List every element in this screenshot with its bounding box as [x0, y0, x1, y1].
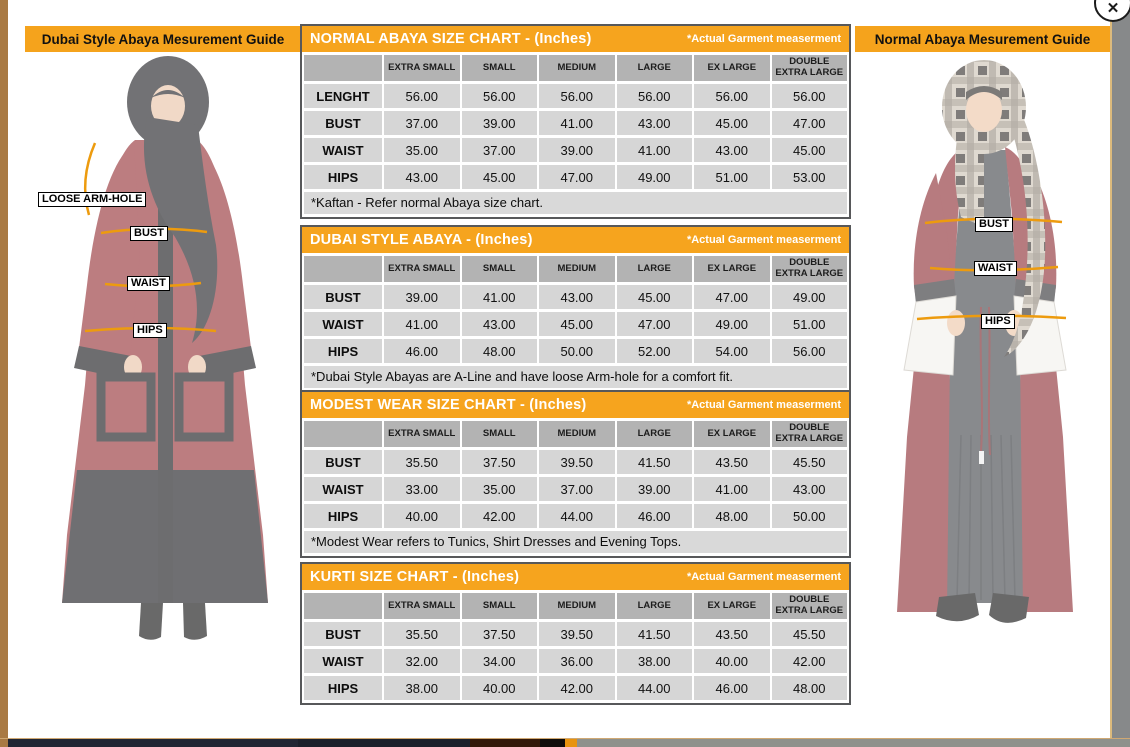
size-value-cell: 47.00	[694, 285, 770, 309]
size-value-cell: 49.00	[694, 312, 770, 336]
actual-garment-note: *Actual Garment measerment	[686, 571, 841, 583]
size-value-cell: 41.50	[617, 450, 693, 474]
size-value-cell: 40.00	[462, 676, 538, 700]
size-value-cell: 41.00	[694, 477, 770, 501]
size-value-cell: 43.00	[772, 477, 848, 501]
right-guide-header-text: Normal Abaya Mesurement Guide	[874, 31, 1091, 47]
size-value-cell: 34.00	[462, 649, 538, 673]
dubai-style-abaya-table	[300, 225, 851, 393]
size-value-cell: 52.00	[617, 339, 693, 363]
measurement-row-label: BUST	[304, 111, 382, 135]
table-row	[304, 84, 847, 108]
actual-garment-note: *Actual Garment measerment	[686, 234, 841, 246]
size-value-cell: 43.00	[539, 285, 615, 309]
size-value-cell: 39.00	[539, 138, 615, 162]
size-value-cell: 45.00	[694, 111, 770, 135]
size-value-cell: 45.50	[772, 450, 848, 474]
size-grid	[302, 253, 849, 366]
size-column-header: DOUBLE EXTRA LARGE	[772, 593, 848, 619]
measurement-row-label: WAIST	[304, 138, 382, 162]
corner-cell	[304, 55, 382, 81]
size-value-cell: 35.00	[462, 477, 538, 501]
right-bust-label: BUST	[975, 217, 1013, 232]
normal-abaya-figure	[857, 55, 1110, 630]
size-value-cell: 50.00	[539, 339, 615, 363]
size-value-cell: 49.00	[772, 285, 848, 309]
size-column-header: MEDIUM	[539, 55, 615, 81]
table-title-bar	[302, 564, 849, 590]
table-footnote: *Dubai Style Abayas are A-Line and have loose Arm-hole for a comfort fit.	[304, 366, 847, 388]
left-waist-label: WAIST	[127, 276, 170, 291]
size-value-cell: 51.00	[772, 312, 848, 336]
size-column-header: LARGE	[617, 256, 693, 282]
size-value-cell: 41.50	[617, 622, 693, 646]
close-icon: ✕	[1106, 0, 1120, 17]
table-row	[304, 450, 847, 474]
actual-garment-note: *Actual Garment measerment	[686, 399, 841, 411]
corner-cell	[304, 593, 382, 619]
size-column-header: EXTRA SMALL	[384, 55, 460, 81]
size-value-cell: 45.50	[772, 622, 848, 646]
left-hips-label: HIPS	[133, 323, 167, 338]
size-column-header: LARGE	[617, 593, 693, 619]
measurement-row-label: BUST	[304, 450, 382, 474]
size-value-cell: 46.00	[617, 504, 693, 528]
right-hips-label: HIPS	[981, 314, 1015, 329]
measurement-row-label: WAIST	[304, 312, 382, 336]
size-value-cell: 45.00	[617, 285, 693, 309]
size-value-cell: 43.00	[694, 138, 770, 162]
page-behind-strip	[0, 738, 1130, 747]
normal-abaya-size-table	[300, 24, 851, 219]
table-footnote: *Modest Wear refers to Tunics, Shirt Dresses and Evening Tops.	[304, 531, 847, 553]
page-left-edge	[0, 0, 8, 738]
size-column-header: EX LARGE	[694, 593, 770, 619]
size-value-cell: 56.00	[772, 339, 848, 363]
size-value-cell: 43.50	[694, 450, 770, 474]
size-column-header: EXTRA SMALL	[384, 256, 460, 282]
size-value-cell: 37.00	[462, 138, 538, 162]
table-title: MODEST WEAR SIZE CHART - (Inches)	[310, 397, 587, 413]
measurement-row-label: HIPS	[304, 339, 382, 363]
size-value-cell: 56.00	[462, 84, 538, 108]
size-column-header: MEDIUM	[539, 421, 615, 447]
left-bust-label: BUST	[130, 226, 168, 241]
size-value-cell: 38.00	[617, 649, 693, 673]
table-row	[304, 622, 847, 646]
size-value-cell: 53.00	[772, 165, 848, 189]
size-value-cell: 40.00	[384, 504, 460, 528]
table-row	[304, 285, 847, 309]
size-value-cell: 48.00	[462, 339, 538, 363]
size-value-cell: 33.00	[384, 477, 460, 501]
page-right-scroll-area	[1110, 0, 1130, 747]
kurti-size-table	[300, 562, 851, 705]
table-row	[304, 312, 847, 336]
table-row	[304, 676, 847, 700]
size-column-header: EXTRA SMALL	[384, 421, 460, 447]
size-value-cell: 43.00	[617, 111, 693, 135]
size-column-header: DOUBLE EXTRA LARGE	[772, 421, 848, 447]
size-value-cell: 39.00	[384, 285, 460, 309]
left-guide-header	[25, 26, 301, 52]
size-value-cell: 35.50	[384, 622, 460, 646]
measurement-row-label: HIPS	[304, 676, 382, 700]
size-value-cell: 45.00	[772, 138, 848, 162]
table-title-bar	[302, 392, 849, 418]
size-column-header: MEDIUM	[539, 256, 615, 282]
size-column-header: DOUBLE EXTRA LARGE	[772, 55, 848, 81]
size-value-cell: 37.00	[539, 477, 615, 501]
size-column-header: LARGE	[617, 421, 693, 447]
size-value-cell: 45.00	[462, 165, 538, 189]
size-column-header: SMALL	[462, 256, 538, 282]
size-value-cell: 51.00	[694, 165, 770, 189]
table-title: DUBAI STYLE ABAYA - (Inches)	[310, 232, 533, 248]
right-figure-illustration	[857, 55, 1110, 630]
right-guide-header	[855, 26, 1110, 52]
size-value-cell: 35.50	[384, 450, 460, 474]
left-guide-header-text: Dubai Style Abaya Mesurement Guide	[41, 31, 285, 47]
size-value-cell: 41.00	[462, 285, 538, 309]
size-value-cell: 54.00	[694, 339, 770, 363]
size-value-cell: 36.00	[539, 649, 615, 673]
size-column-header: SMALL	[462, 593, 538, 619]
size-value-cell: 42.00	[772, 649, 848, 673]
size-column-header: MEDIUM	[539, 593, 615, 619]
size-grid	[302, 418, 849, 531]
size-value-cell: 37.50	[462, 622, 538, 646]
size-value-cell: 41.00	[539, 111, 615, 135]
measurement-row-label: HIPS	[304, 165, 382, 189]
measurement-row-label: WAIST	[304, 649, 382, 673]
size-column-header: EX LARGE	[694, 55, 770, 81]
measurement-row-label: WAIST	[304, 477, 382, 501]
size-value-cell: 47.00	[617, 312, 693, 336]
size-value-cell: 32.00	[384, 649, 460, 673]
size-value-cell: 43.00	[462, 312, 538, 336]
dubai-style-abaya-figure	[35, 55, 295, 645]
right-waist-label: WAIST	[974, 261, 1017, 276]
size-column-header: EX LARGE	[694, 421, 770, 447]
size-column-header: DOUBLE EXTRA LARGE	[772, 256, 848, 282]
size-value-cell: 56.00	[617, 84, 693, 108]
size-column-header: LARGE	[617, 55, 693, 81]
left-armhole-label: LOOSE ARM-HOLE	[38, 192, 146, 207]
size-value-cell: 46.00	[694, 676, 770, 700]
size-value-cell: 37.00	[384, 111, 460, 135]
size-value-cell: 41.00	[617, 138, 693, 162]
size-value-cell: 50.00	[772, 504, 848, 528]
size-value-cell: 47.00	[539, 165, 615, 189]
table-row	[304, 339, 847, 363]
size-value-cell: 44.00	[617, 676, 693, 700]
measurement-row-label: BUST	[304, 622, 382, 646]
table-title-bar	[302, 26, 849, 52]
size-value-cell: 56.00	[539, 84, 615, 108]
table-row	[304, 649, 847, 673]
actual-garment-note: *Actual Garment measerment	[686, 33, 841, 45]
size-value-cell: 39.00	[617, 477, 693, 501]
size-grid	[302, 590, 849, 703]
size-value-cell: 39.50	[539, 622, 615, 646]
size-value-cell: 49.00	[617, 165, 693, 189]
size-value-cell: 35.00	[384, 138, 460, 162]
size-value-cell: 43.50	[694, 622, 770, 646]
size-value-cell: 39.50	[539, 450, 615, 474]
size-value-cell: 48.00	[772, 676, 848, 700]
measurement-row-label: LENGHT	[304, 84, 382, 108]
size-value-cell: 46.00	[384, 339, 460, 363]
table-title-bar	[302, 227, 849, 253]
size-value-cell: 44.00	[539, 504, 615, 528]
table-title: NORMAL ABAYA SIZE CHART - (Inches)	[310, 31, 592, 47]
measurement-row-label: HIPS	[304, 504, 382, 528]
table-title: KURTI SIZE CHART - (Inches)	[310, 569, 520, 585]
table-footnote: *Kaftan - Refer normal Abaya size chart.	[304, 192, 847, 214]
size-value-cell: 39.00	[462, 111, 538, 135]
table-row	[304, 165, 847, 189]
size-value-cell: 37.50	[462, 450, 538, 474]
size-grid	[302, 52, 849, 192]
measurement-row-label: BUST	[304, 285, 382, 309]
corner-cell	[304, 421, 382, 447]
corner-cell	[304, 256, 382, 282]
table-row	[304, 138, 847, 162]
size-value-cell: 43.00	[384, 165, 460, 189]
modest-wear-size-table	[300, 390, 851, 558]
size-column-header: SMALL	[462, 421, 538, 447]
size-value-cell: 41.00	[384, 312, 460, 336]
size-value-cell: 42.00	[462, 504, 538, 528]
size-value-cell: 56.00	[694, 84, 770, 108]
size-value-cell: 42.00	[539, 676, 615, 700]
size-value-cell: 47.00	[772, 111, 848, 135]
table-row	[304, 504, 847, 528]
size-column-header: EXTRA SMALL	[384, 593, 460, 619]
size-value-cell: 56.00	[772, 84, 848, 108]
size-value-cell: 40.00	[694, 649, 770, 673]
left-figure-illustration	[35, 55, 295, 645]
size-value-cell: 56.00	[384, 84, 460, 108]
table-row	[304, 111, 847, 135]
size-value-cell: 38.00	[384, 676, 460, 700]
table-row	[304, 477, 847, 501]
size-column-header: SMALL	[462, 55, 538, 81]
size-value-cell: 45.00	[539, 312, 615, 336]
size-column-header: EX LARGE	[694, 256, 770, 282]
size-value-cell: 48.00	[694, 504, 770, 528]
